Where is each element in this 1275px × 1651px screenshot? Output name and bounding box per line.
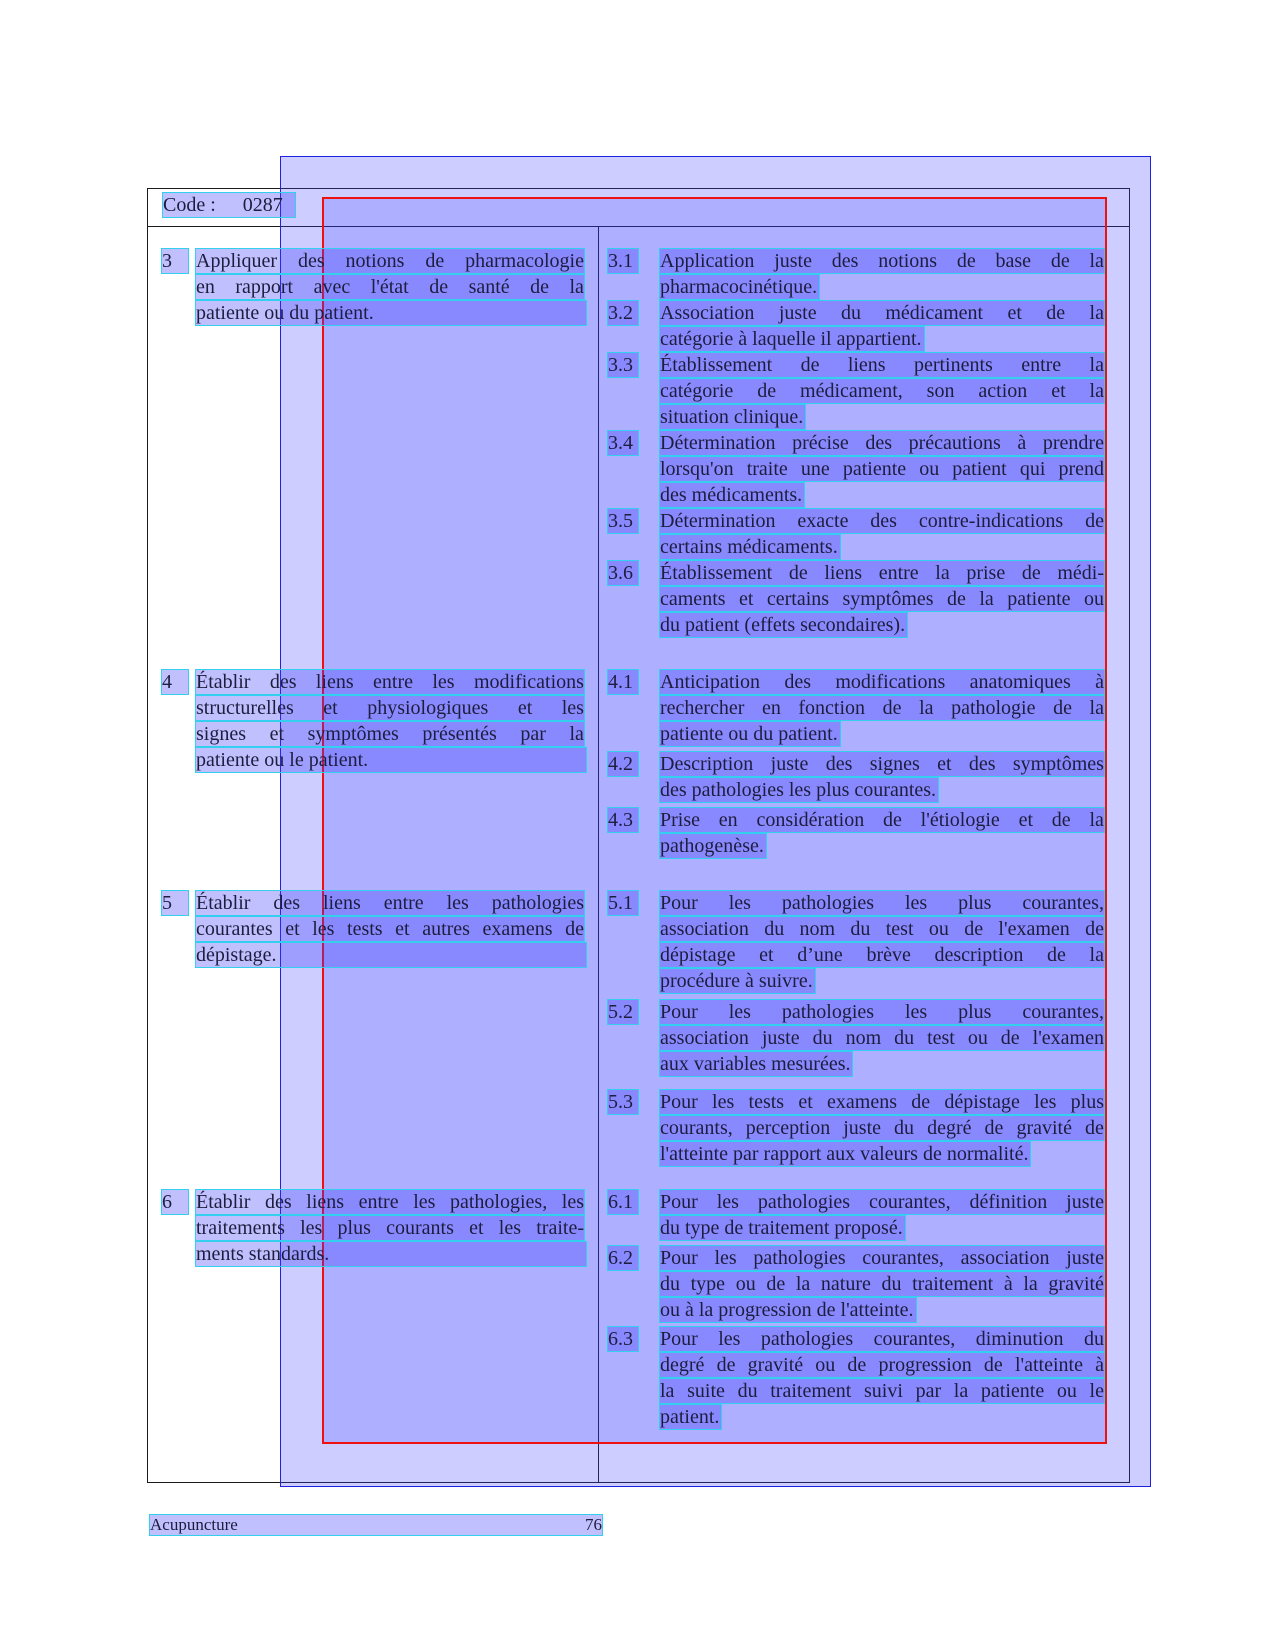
criterion-text-line: caments et certains symptômes de la patiente ou [660,588,1104,610]
objective-number: 3 [162,249,188,273]
criterion-number: 6.3 [608,1327,638,1351]
objective-number: 5 [162,891,188,915]
code-value: 0287 [242,194,283,216]
criterion-text-line: Établissement de liens entre la prise de médi- [660,562,1104,584]
criterion-text-line: Application juste des notions de base de la [660,250,1104,272]
criterion-text-line: des pathologies les plus courantes. [660,779,937,801]
criterion-text-line: procédure à suivre. [660,970,813,992]
footer-page-number: 76 [585,1515,602,1534]
criterion-number: 6.2 [608,1246,638,1270]
criterion-number: 3.2 [608,301,638,325]
criterion-number: 3.6 [608,561,638,585]
criterion-text-line: patiente ou du patient. [660,723,838,745]
objective-text-line: dépistage. [196,943,586,967]
criterion-number: 5.2 [608,1000,638,1024]
criterion-text-line: degré de gravité ou de progression de l'atteinte à [660,1354,1104,1376]
criterion-text-line: Prise en considération de l'étiologie et de la [660,809,1104,831]
objective-text-line: courantes et les tests et autres examens de [196,918,584,940]
criterion-text-line: du type de traitement proposé. [660,1217,903,1239]
objective-text-line: ments standards. [196,1242,586,1266]
objective-text-line: Établir des liens entre les modifications [196,671,584,693]
objective-number: 6 [162,1190,188,1214]
page-footer [150,1515,602,1535]
criterion-text-line: catégorie à laquelle il appartient. [660,328,922,350]
criterion-text-line: patient. [660,1406,720,1428]
criterion-text-line: dépistage et d’une brève description de la [660,944,1104,966]
footer-title: Acupuncture [150,1515,238,1534]
criterion-text-line: ou à la progression de l'atteinte. [660,1299,914,1321]
criterion-number: 4.1 [608,670,638,694]
criterion-number: 6.1 [608,1190,638,1214]
criterion-number: 5.3 [608,1090,638,1114]
criterion-text-line: Pour les pathologies courantes, association juste [660,1247,1104,1269]
criterion-text-line: Pour les pathologies courantes, diminution du [660,1328,1104,1350]
criterion-text-line: Description juste des signes et des symptômes [660,753,1104,775]
objective-text-line: Établir des liens entre les pathologies [196,892,584,914]
objective-text-line: Appliquer des notions de pharmacologie [196,250,584,272]
criterion-text-line: Établissement de liens pertinents entre la [660,354,1104,376]
criterion-text-line: du patient (effets secondaires). [660,614,906,636]
criterion-text-line: Pour les pathologies les plus courantes, [660,892,1104,914]
criterion-text-line: catégorie de médicament, son action et la [660,380,1104,402]
criterion-text-line: la suite du traitement suivi par la patiente ou le [660,1380,1104,1402]
criterion-text-line: Pour les pathologies courantes, définition juste [660,1191,1104,1213]
criterion-number: 4.2 [608,752,638,776]
objective-text-line: Établir des liens entre les pathologies, les [196,1191,584,1213]
objective-text-line: signes et symptômes présentés par la [196,723,584,745]
code-label: Code : [163,194,216,216]
criterion-text-line: pathogenèse. [660,835,764,857]
criterion-text-line: Détermination précise des précautions à prendre [660,432,1104,454]
criterion-number: 5.1 [608,891,638,915]
criterion-text-line: pharmacocinétique. [660,276,818,298]
criterion-text-line: rechercher en fonction de la pathologie de la [660,697,1104,719]
criterion-number: 3.3 [608,353,638,377]
criterion-number: 3.1 [608,249,638,273]
criterion-number: 3.5 [608,509,638,533]
criterion-text-line: des médicaments. [660,484,803,506]
criterion-text-line: lorsqu'on traite une patiente ou patient qui prend [660,458,1104,480]
criterion-number: 3.4 [608,431,638,455]
criterion-text-line: aux variables mesurées. [660,1053,851,1075]
criterion-text-line: l'atteinte par rapport aux valeurs de normalité. [660,1143,1029,1165]
criterion-text-line: Anticipation des modifications anatomiques à [660,671,1104,693]
criterion-text-line: association juste du nom du test ou de l'examen [660,1027,1104,1049]
objective-text-line: patiente ou le patient. [196,748,586,772]
criterion-text-line: Association juste du médicament et de la [660,302,1104,324]
criterion-text-line: courants, perception juste du degré de gravité de [660,1117,1104,1139]
objective-text-line: en rapport avec l'état de santé de la [196,276,584,298]
criterion-text-line: Détermination exacte des contre-indications de [660,510,1104,532]
code-header [163,193,295,217]
criterion-text-line: du type ou de la nature du traitement à la gravité [660,1273,1104,1295]
criterion-number: 4.3 [608,808,638,832]
objective-number: 4 [162,670,188,694]
criterion-text-line: certains médicaments. [660,536,838,558]
objective-text-line: traitements les plus courants et les traite- [196,1217,584,1239]
objective-text-line: structurelles et physiologiques et les [196,697,584,719]
criterion-text-line: Pour les pathologies les plus courantes, [660,1001,1104,1023]
criterion-text-line: Pour les tests et examens de dépistage les plus [660,1091,1104,1113]
objective-text-line: patiente ou du patient. [196,301,586,325]
criterion-text-line: association du nom du test ou de l'examen de [660,918,1104,940]
criterion-text-line: situation clinique. [660,406,804,428]
